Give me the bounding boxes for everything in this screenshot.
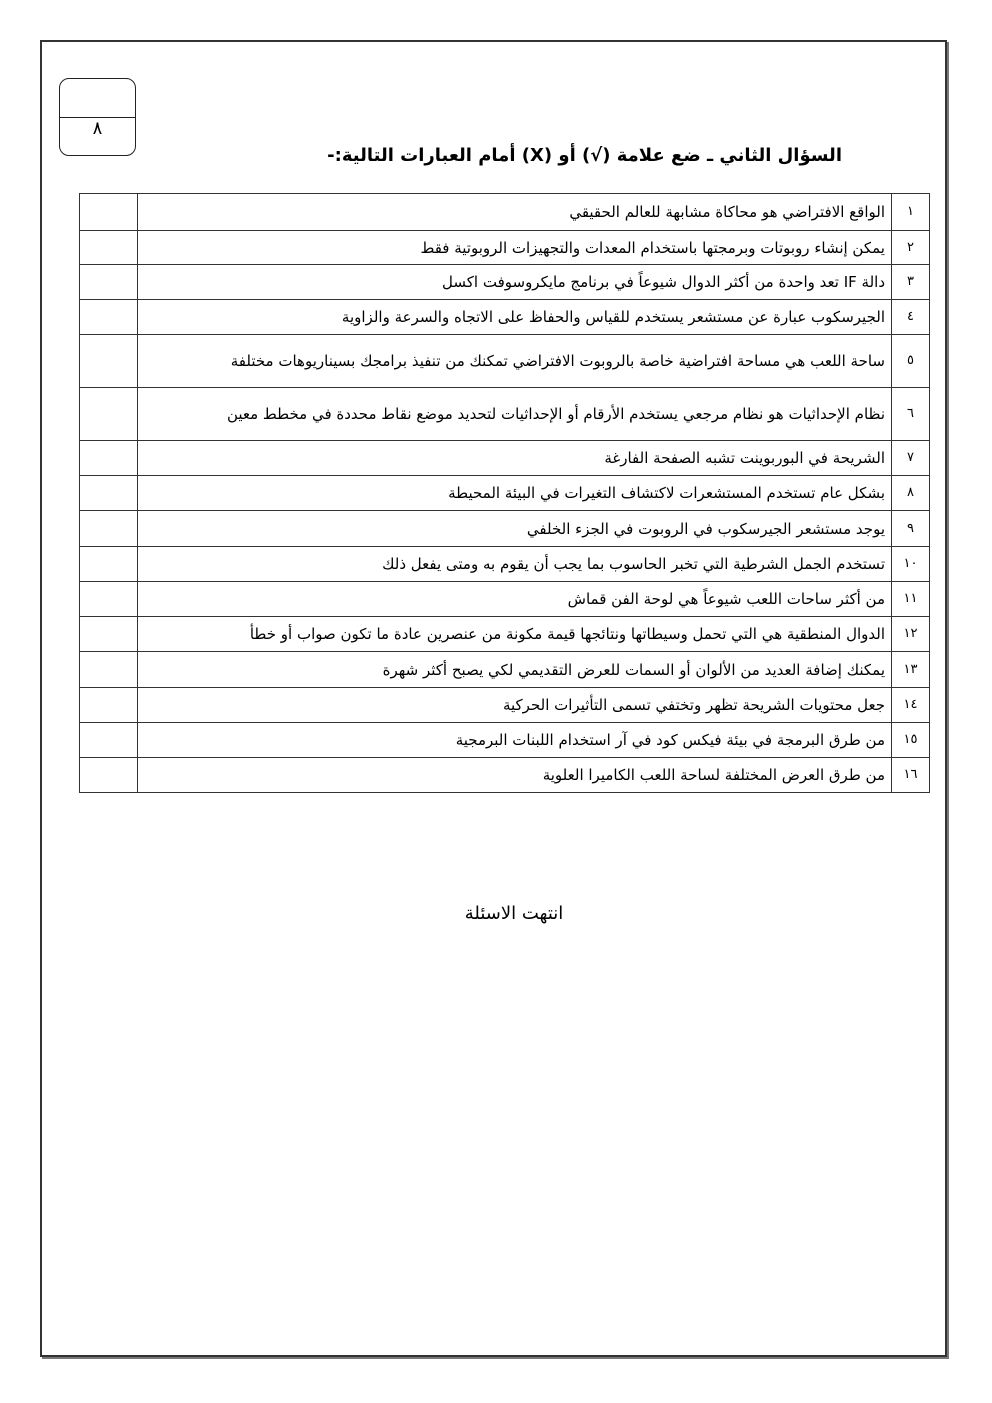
answer-cell[interactable] [80,547,138,582]
answer-cell[interactable] [80,194,138,231]
statement-text: ساحة اللعب هي مساحة افتراضية خاصة بالروبوت الافتراضي تمكنك من تنفيذ برامجك بسيناريوهات مختلفة [138,335,892,388]
statement-row [80,300,930,335]
statement-text: الواقع الافتراضي هو محاكاة مشابهة للعالم الحقيقي [138,194,892,231]
statement-text: دالة IF تعد واحدة من أكثر الدوال شيوعاً في برنامج مايكروسوفت اكسل [138,265,892,300]
statement-row [80,688,930,723]
answer-cell[interactable] [80,265,138,300]
statement-row [80,582,930,617]
statement-row [80,511,930,547]
statement-text: يمكنك إضافة العديد من الألوان أو السمات للعرض التقديمي لكي يصبح أكثر شهرة [138,652,892,688]
answer-cell[interactable] [80,300,138,335]
statement-number: ١٣ [892,652,930,688]
statement-text: من طرق البرمجة في بيئة فيكس كود في آر استخدام اللبنات البرمجية [138,723,892,758]
statement-row [80,652,930,688]
answer-cell[interactable] [80,582,138,617]
statement-text: نظام الإحداثيات هو نظام مرجعي يستخدم الأرقام أو الإحداثيات لتحديد موضع نقاط محددة في مخطط معين [138,388,892,441]
statements-table [79,193,930,793]
statement-text: جعل محتويات الشريحة تظهر وتختفي تسمى التأثيرات الحركية [138,688,892,723]
statement-number: ١٢ [892,617,930,652]
statement-number: ١ [892,194,930,231]
statement-text: الدوال المنطقية هي التي تحمل وسيطاتها ونتائجها قيمة مكونة من عنصرين عادة ما تكون صواب أو خطأ [138,617,892,652]
statement-row [80,617,930,652]
statement-row [80,231,930,265]
mark-value: ٨ [92,118,103,139]
statement-number: ١٤ [892,688,930,723]
statement-number: ٢ [892,231,930,265]
statement-text: الجيرسكوب عبارة عن مستشعر يستخدم للقياس والحفاظ على الاتجاه والسرعة والزاوية [138,300,892,335]
statement-number: ٩ [892,511,930,547]
answer-cell[interactable] [80,441,138,476]
statement-text: من أكثر ساحات اللعب شيوعاً هي لوحة الفن قماش [138,582,892,617]
statement-row [80,723,930,758]
statement-number: ٣ [892,265,930,300]
statement-row [80,388,930,441]
statement-row [80,758,930,793]
statement-row [80,194,930,231]
statement-row [80,335,930,388]
answer-cell[interactable] [80,335,138,388]
question-title: السؤال الثاني ـ ضع علامة (√) أو (X) أمام العبارات التالية:- [327,145,842,166]
statement-text: يمكن إنشاء روبوتات وبرمجتها باستخدام المعدات والتجهيزات الروبوتية فقط [138,231,892,265]
answer-cell[interactable] [80,231,138,265]
end-note: انتهت الاسئلة [464,903,564,924]
statement-number: ٤ [892,300,930,335]
answer-cell[interactable] [80,688,138,723]
answer-cell[interactable] [80,617,138,652]
statement-number: ١٦ [892,758,930,793]
statement-number: ٦ [892,388,930,441]
statement-text: بشكل عام تستخدم المستشعرات لاكتشاف التغيرات في البيئة المحيطة [138,476,892,511]
statement-number: ٨ [892,476,930,511]
statement-row [80,265,930,300]
answer-cell[interactable] [80,758,138,793]
answer-cell[interactable] [80,476,138,511]
statement-text: يوجد مستشعر الجيرسكوب في الروبوت في الجزء الخلفي [138,511,892,547]
statement-number: ١٥ [892,723,930,758]
statement-text: تستخدم الجمل الشرطية التي تخبر الحاسوب بما يجب أن يقوم به ومتى يفعل ذلك [138,547,892,582]
statement-row [80,547,930,582]
answer-cell[interactable] [80,511,138,547]
answer-cell[interactable] [80,388,138,441]
statement-number: ٥ [892,335,930,388]
statement-text: من طرق العرض المختلفة لساحة اللعب الكاميرا العلوية [138,758,892,793]
statement-number: ١٠ [892,547,930,582]
statement-number: ٧ [892,441,930,476]
statement-row [80,441,930,476]
statement-row [80,476,930,511]
answer-cell[interactable] [80,652,138,688]
statement-text: الشريحة في البوربوينت تشبه الصفحة الفارغة [138,441,892,476]
answer-cell[interactable] [80,723,138,758]
mark-box [59,78,136,156]
statement-number: ١١ [892,582,930,617]
